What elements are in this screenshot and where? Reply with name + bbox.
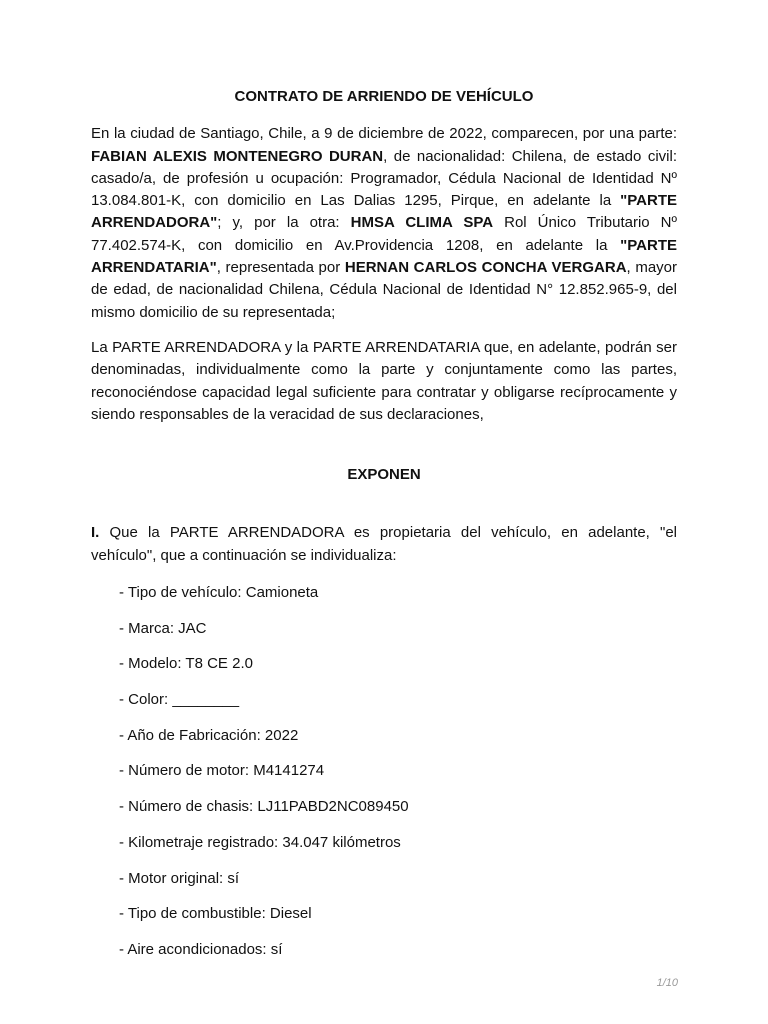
intro-text-6: , mayor de edad, de nacionalidad Chilena, Cédula Nacional de Identidad N° 12.852.965-9, del mismo domicilio de su representada; (91, 259, 678, 321)
vehicle-details-list (91, 582, 677, 961)
parte-arrendataria-label: "PARTE ARRENDATARIA" (91, 236, 677, 277)
arrendataria-company-name: HMSA CLIMA SPA (350, 214, 494, 232)
parties-paragraph: La PARTE ARRENDADORA y la PARTE ARRENDATARIA que, en adelante, podrán ser denominadas, individualmente como la parte y conjuntamente como las partes, reconociéndose capacidad legal suficiente para contratar y obligarse recíprocamente y siendo responsables de la veracidad de sus declaraciones, (91, 338, 677, 423)
document-body (91, 86, 677, 975)
section-1-text: Que la PARTE ARRENDADORA es propietaria del vehículo, en adelante, "el vehículo", que a continuación se individualiza: (91, 524, 677, 564)
list-item: - Marca: JAC (119, 619, 207, 637)
list-item: - Número de motor: M4141274 (119, 762, 325, 780)
arrendador-name: FABIAN ALEXIS MONTENEGRO DURAN (91, 147, 384, 165)
page-number: 1/10 (656, 977, 678, 989)
intro-paragraph (91, 123, 677, 324)
list-item: - Tipo de vehículo: Camioneta (119, 584, 319, 602)
list-item: - Tipo de combustible: Diesel (119, 905, 312, 923)
parte-arrendadora-label: "PARTE ARRENDADORA" (91, 192, 677, 232)
representative-name: HERNAN CARLOS CONCHA VERGARA (344, 259, 627, 277)
list-item: - Aire acondicionados: sí (119, 940, 283, 958)
list-item: - Color: ________ (119, 691, 240, 709)
intro-text-4: Rol Único Tributario Nº 77.402.574-K, con domicilio en Av.Providencia 1208, en adelante la (91, 214, 677, 254)
intro-text-2: , de nacionalidad: Chilena, de estado civil: casado/a, de profesión u ocupación: Programador, Cédula Nacional de Identidad Nº 13.084.801-K, con domicilio en Las Dalias 1295, Pirque, en adelante la (91, 147, 677, 210)
section-heading-exponen: EXPONEN (347, 466, 421, 484)
intro-text-1: En la ciudad de Santiago, Chile, a 9 de diciembre de 2022, comparecen, por una parte: (91, 125, 677, 143)
list-item: - Modelo: T8 CE 2.0 (119, 655, 253, 673)
list-item: - Kilometraje registrado: 34.047 kilómetros (119, 833, 401, 851)
list-item: - Año de Fabricación: 2022 (119, 726, 299, 744)
section-1-paragraph (91, 522, 677, 567)
document-title: CONTRATO DE ARRIENDO DE VEHÍCULO (234, 88, 534, 105)
section-1-number: I. (91, 524, 100, 542)
intro-text-3: ; y, por la otra: (217, 214, 351, 232)
list-item: - Motor original: sí (119, 869, 240, 887)
list-item: - Número de chasis: LJ11PABD2NC089450 (119, 798, 409, 816)
intro-text-5: , representada por (216, 259, 345, 277)
